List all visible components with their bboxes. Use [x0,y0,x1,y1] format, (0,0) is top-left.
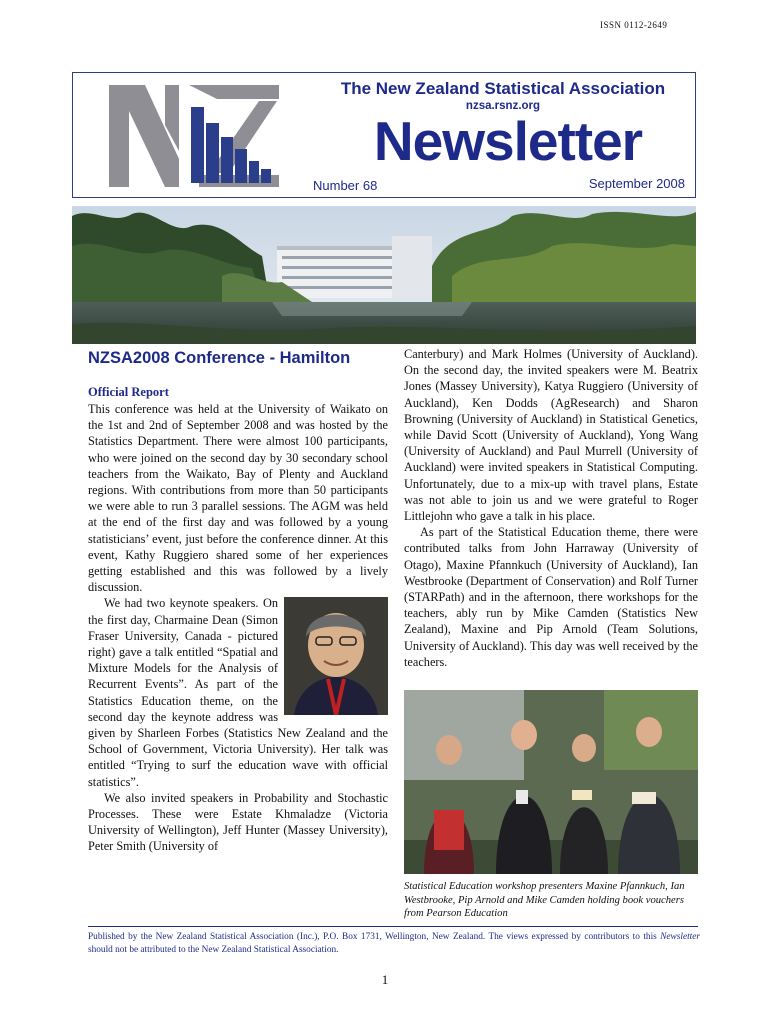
workshop-presenters-photo [404,690,698,874]
association-name: The New Zealand Statistical Association [340,79,666,98]
article-subhead: Official Report [88,385,169,399]
article-title: NZSA2008 Conference - Hamilton [88,349,351,367]
issue-number: Number 68 [313,178,378,193]
footer-publisher: Published by the New Zealand Statistical Association (Inc.), P.O. Box 1731, Wellington, New Zealand. The views expressed by contributors to this [88,932,657,942]
article-paragraph-3: We also invited speakers in Probability and Stochastic Processes. These were Estate Khmaladze (Victoria University of Wellington), Jeff Hunter (Massey University), Peter Smith (University of [88,790,388,854]
right-column [404,346,698,670]
portrait-photo [284,597,388,715]
article-paragraph-1: This conference was held at the University of Waikato on the 1st and 2nd of September 2008 and was hosted by the Statistics Department. There were almost 100 participants, who were joined on the second day by 30 secondary school teachers from the Waikato, Bay of Plenty and Auckland regions. With contributions from more than 50 participants we were able to run 3 parallel sessions. The AGM was held at the end of the first day and was followed by a young statisticians’ event, just before the conference dinner. At this event, Kathy Ruggiero shared some of her experiences getting established and this was followed by a lively discussion. [88,402,388,595]
article-paragraph-4: Canterbury) and Mark Holmes (University of Auckland). On the second day, the invited speakers were M. Beatrix Jones (Massey University), Katya Ruggiero (University of Auckland), Ken Dodds (AgResearch) and Sharon Browning (University of Auckland) in Statistical Genetics, while David Scott (University of Auckland), Yong Wang (University of Auckland) and Paul Murrell (University of Auckland) were invited speakers in Statistical Computing. Unfortunately, due to a mix-up with travel plans, Estate was not able to join us and we were grateful to Roger Littlejohn who gave a talk in his place. [404,347,698,524]
page-number: 1 [381,972,389,987]
photo-caption: Statistical Education workshop presenters Maxine Pfannkuch, Ian Westbrooke, Pip Arnold and Mike Camden holding book vouchers from Pearson Education [404,881,685,919]
left-column [88,348,388,855]
issn-number: ISSN 0112-2649 [600,20,668,30]
footer-disclaimer: should not be attributed to the New Zealand Statistical Association. [88,945,339,955]
issue-date: September 2008 [588,176,685,191]
footer-newsletter-word: Newsletter [660,932,700,942]
footer-text [88,931,700,957]
website-url[interactable]: nzsa.rsnz.org [465,100,541,112]
nzsa-logo [109,81,279,191]
masthead [72,72,696,198]
campus-photo [72,206,696,344]
article-paragraph-2: We had two keynote speakers. On the first day, Charmaine Dean (Simon Fraser University, Canada - pictured right) gave a talk entitled “Spatial and Mixture Models for the Analysis of Recurrent Events”. As part of the Statistics Education theme, on the second day the keynote address was given by Sharleen Forbes (Statistics New Zealand and the School of Government, Victoria University). Her talk was entitled “Trying to surf the education wave with official statistics”. [88,596,388,789]
newsletter-title: Newsletter [373,110,643,172]
article-paragraph-5: As part of the Statistical Education theme, there were contributed talks from John Harraway (University of Otago), Maxine Pfannkuch (University of Auckland), Ian Westbrooke (Department of Conservation) and Rolf Turner (STARPath) and in the afternoon, there workshops for the teachers, ably run by Mike Camden (Statistics New Zealand), Maxine and Pip Arnold (Team Solutions, University of Auckland). This day was well received by the teachers. [404,525,698,669]
footer-divider [88,926,698,927]
